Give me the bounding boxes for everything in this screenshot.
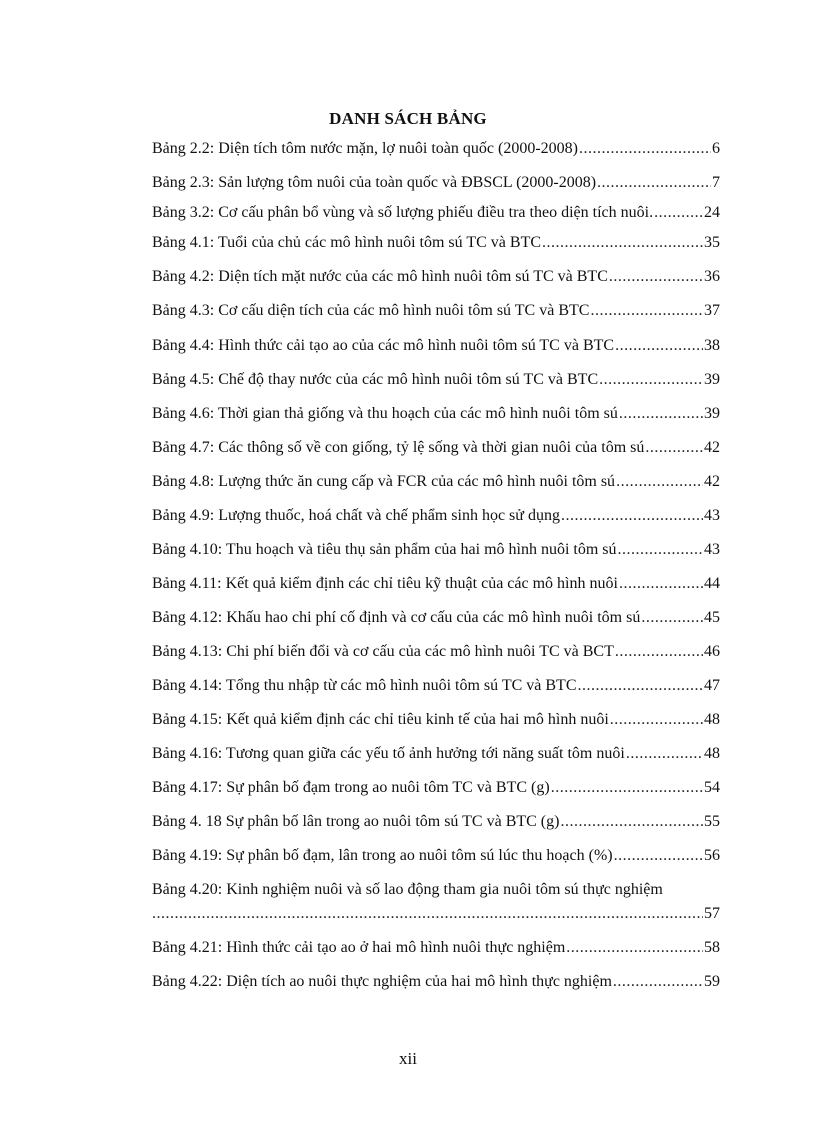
list-item[interactable]: [152, 138, 720, 160]
list-item[interactable]: [152, 300, 720, 322]
entry-page: 37: [704, 302, 720, 319]
list-item[interactable]: [152, 172, 720, 194]
entry-label: Bảng 4.20: Kinh nghiệm nuôi và số lao động tham gia nuôi tôm sú thực nghiệm: [152, 881, 663, 898]
dot-leader: [590, 300, 703, 322]
list-item[interactable]: [152, 505, 720, 527]
entry-page: 57: [704, 905, 720, 922]
list-item[interactable]: [152, 845, 720, 867]
dot-leader: [560, 811, 703, 833]
list-item[interactable]: [152, 202, 720, 224]
dot-leader: [610, 709, 703, 731]
list-item[interactable]: [152, 539, 720, 561]
entry-page: 38: [704, 337, 720, 354]
entry-label: Bảng 4.8: Lượng thức ăn cung cấp và FCR của các mô hình nuôi tôm sú: [152, 473, 616, 490]
list-item[interactable]: [152, 266, 720, 288]
entry-label: Bảng 4.17: Sự phân bố đạm trong ao nuôi tôm TC và BTC (g): [152, 779, 550, 796]
entry-label: Bảng 4. 18 Sự phân bố lân trong ao nuôi tôm sú TC và BTC (g): [152, 813, 560, 830]
list-item[interactable]: [152, 573, 720, 595]
entry-label: Bảng 4.6: Thời gian thả giống và thu hoạch của các mô hình nuôi tôm sú: [152, 405, 618, 422]
list-item[interactable]: [152, 971, 720, 993]
entry-page: 42: [704, 439, 720, 456]
list-item[interactable]: [152, 743, 720, 765]
dot-leader: [619, 573, 703, 595]
entry-label: Bảng 4.13: Chi phí biến đổi và cơ cấu của các mô hình nuôi TC và BCT: [152, 643, 614, 660]
entry-page: 44: [704, 575, 720, 592]
dot-leader: [641, 607, 703, 629]
dot-leader: [626, 743, 703, 765]
dot-leader: [152, 903, 703, 925]
entry-page: 55: [704, 813, 720, 830]
entry-label: Bảng 4.12: Khấu hao chi phí cố định và cơ cấu của các mô hình nuôi tôm sú: [152, 609, 641, 626]
entry-page: 48: [704, 745, 720, 762]
entry-page: 39: [704, 405, 720, 422]
entry-page: 54: [704, 779, 720, 796]
entry-label: Bảng 2.3: Sản lượng tôm nuôi của toàn quốc và ĐBSCL (2000-2008): [152, 174, 597, 191]
entry-page: 24: [704, 204, 720, 221]
list-item[interactable]: [152, 879, 720, 901]
list-item[interactable]: [152, 777, 720, 799]
list-item[interactable]: [152, 437, 720, 459]
entry-label: Bảng 4.16: Tương quan giữa các yếu tố ảnh hưởng tới năng suất tôm nuôi: [152, 745, 625, 762]
entry-page: 6: [712, 140, 720, 157]
entry-label: Bảng 4.19: Sự phân bố đạm, lân trong ao nuôi tôm sú lúc thu hoạch (%): [152, 847, 613, 864]
dot-leader: [615, 641, 703, 663]
dot-leader: [615, 335, 703, 357]
entry-label: Bảng 4.5: Chế độ thay nước của các mô hình nuôi tôm sú TC và BTC: [152, 371, 599, 388]
entry-page: 47: [704, 677, 720, 694]
list-item[interactable]: [152, 811, 720, 833]
dot-leader: [618, 539, 703, 561]
entry-page: 7: [712, 174, 720, 191]
entry-page: 39: [704, 371, 720, 388]
dot-leader: [619, 403, 703, 425]
entry-label: Bảng 4.22: Diện tích ao nuôi thực nghiệm của hai mô hình thực nghiệm: [152, 973, 612, 990]
dot-leader: [597, 172, 711, 194]
dot-leader: [645, 437, 703, 459]
page-number: xii: [399, 1049, 417, 1068]
list-item[interactable]: [152, 675, 720, 697]
entry-label: Bảng 4.7: Các thông số về con giống, tỷ lệ sống và thời gian nuôi của tôm sú: [152, 439, 645, 456]
entry-page: 36: [704, 268, 720, 285]
list-item[interactable]: [152, 403, 720, 425]
dot-leader: [551, 777, 703, 799]
list-item[interactable]: [152, 607, 720, 629]
entry-page: 45: [704, 609, 720, 626]
list-item-continuation[interactable]: [152, 903, 720, 925]
entry-label: Bảng 4.10: Thu hoạch và tiêu thụ sản phẩm của hai mô hình nuôi tôm sú: [152, 541, 617, 558]
entry-label: Bảng 4.3: Cơ cấu diện tích của các mô hình nuôi tôm sú TC và BTC: [152, 302, 590, 319]
dot-leader: [613, 971, 703, 993]
page-title: DANH SÁCH BẢNG: [329, 109, 487, 128]
dot-leader: [579, 138, 711, 160]
entry-label: Bảng 4.14: Tổng thu nhập từ các mô hình nuôi tôm sú TC và BTC: [152, 677, 577, 694]
entry-label: Bảng 3.2: Cơ cấu phân bổ vùng và số lượng phiếu điều tra theo diện tích nuôi.: [152, 204, 654, 221]
entry-page: 43: [704, 541, 720, 558]
dot-leader: [654, 202, 703, 224]
entry-label: Bảng 4.11: Kết quả kiểm định các chỉ tiêu kỹ thuật của các mô hình nuôi: [152, 575, 618, 592]
entry-label: Bảng 4.1: Tuổi của chủ các mô hình nuôi tôm sú TC và BTC: [152, 234, 542, 251]
list-item[interactable]: [152, 641, 720, 663]
list-item[interactable]: [152, 232, 720, 254]
dot-leader: [614, 845, 703, 867]
entry-page: 48: [704, 711, 720, 728]
dot-leader: [599, 369, 703, 391]
dot-leader: [561, 505, 703, 527]
entry-page: 59: [704, 973, 720, 990]
dot-leader: [566, 937, 703, 959]
entry-page: 42: [704, 473, 720, 490]
entry-page: 43: [704, 507, 720, 524]
list-item[interactable]: [152, 369, 720, 391]
entry-label: Bảng 4.15: Kết quả kiểm định các chỉ tiêu kinh tế của hai mô hình nuôi: [152, 711, 609, 728]
entry-page: 35: [704, 234, 720, 251]
dot-leader: [578, 675, 704, 697]
entry-label: Bảng 2.2: Diện tích tôm nước mặn, lợ nuôi toàn quốc (2000-2008): [152, 140, 578, 157]
dot-leader: [542, 232, 703, 254]
list-item[interactable]: [152, 335, 720, 357]
entry-page: 58: [704, 939, 720, 956]
list-item[interactable]: [152, 471, 720, 493]
entry-label: Bảng 4.21: Hình thức cải tạo ao ở hai mô hình nuôi thực nghiệm: [152, 939, 566, 956]
list-item[interactable]: [152, 937, 720, 959]
entry-label: Bảng 4.4: Hình thức cải tạo ao của các mô hình nuôi tôm sú TC và BTC: [152, 337, 615, 354]
dot-leader: [609, 266, 703, 288]
entry-label: Bảng 4.9: Lượng thuốc, hoá chất và chế phẩm sinh học sử dụng: [152, 507, 560, 524]
dot-leader: [616, 471, 703, 493]
entry-page: 46: [704, 643, 720, 660]
entry-page: 56: [704, 847, 720, 864]
list-item[interactable]: [152, 709, 720, 731]
entry-label: Bảng 4.2: Diện tích mặt nước của các mô hình nuôi tôm sú TC và BTC: [152, 268, 608, 285]
